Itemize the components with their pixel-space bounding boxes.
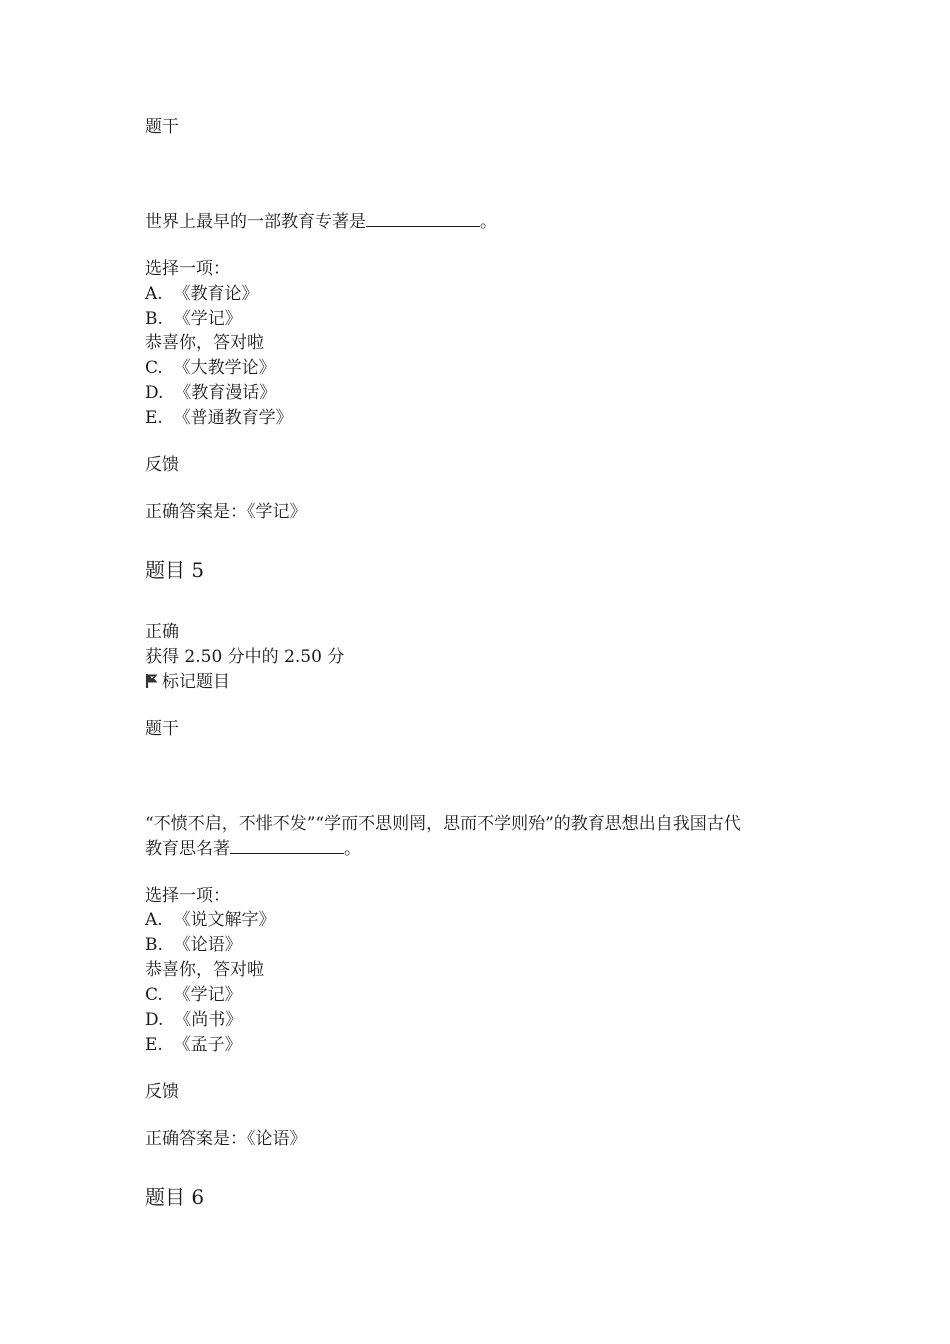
- option-b[interactable]: [145, 307, 242, 331]
- option-text: 《普通教育学》: [173, 408, 293, 428]
- option-text: 《教育论》: [173, 284, 259, 304]
- option-e[interactable]: [145, 406, 293, 430]
- correct-answer: 正确答案是：《论语》: [145, 1129, 307, 1149]
- stem-label: 题干: [145, 719, 179, 739]
- question-status: 正确: [145, 622, 179, 642]
- congrats-message: 恭喜你，答对啦: [145, 960, 264, 980]
- question-text: [145, 210, 497, 234]
- option-letter: A.: [145, 284, 163, 304]
- question-text-line-1: “不愤不启，不悱不发”“学而不思则罔，思而不学则殆”的教育思想出自我国古代: [145, 814, 741, 834]
- correct-answer: 正确答案是：《学记》: [145, 502, 307, 522]
- option-e[interactable]: [145, 1033, 242, 1057]
- congrats-message: 恭喜你，答对啦: [145, 333, 264, 353]
- question-title: 题目 5: [145, 558, 205, 582]
- option-a[interactable]: [145, 282, 259, 306]
- choose-one-label: 选择一项：: [145, 259, 230, 279]
- option-text: 《学记》: [173, 985, 242, 1005]
- question-score: 获得 2.50 分中的 2.50 分: [145, 647, 345, 667]
- option-text: 《说文解字》: [173, 910, 276, 930]
- option-d[interactable]: [145, 381, 276, 405]
- option-letter: B.: [145, 935, 163, 955]
- answer-blank: [366, 212, 480, 227]
- feedback-label: 反馈: [145, 1082, 179, 1102]
- option-letter: A.: [145, 910, 163, 930]
- option-text: 《学记》: [173, 309, 242, 329]
- option-text: 《论语》: [173, 935, 242, 955]
- option-letter: B.: [145, 309, 163, 329]
- option-letter: D.: [145, 383, 164, 403]
- stem-label: 题干: [145, 117, 179, 137]
- choose-one-label: 选择一项：: [145, 886, 230, 906]
- option-letter: E.: [145, 1035, 163, 1055]
- question-suffix: 。: [344, 839, 361, 859]
- question-suffix: 。: [480, 212, 497, 232]
- option-c[interactable]: [145, 356, 276, 380]
- option-text: 《尚书》: [174, 1010, 243, 1030]
- flag-question-link[interactable]: [145, 670, 230, 694]
- option-letter: C.: [145, 985, 163, 1005]
- option-c[interactable]: [145, 983, 242, 1007]
- option-d[interactable]: [145, 1008, 242, 1032]
- feedback-label: 反馈: [145, 455, 179, 475]
- question-prefix: 教育思名著: [145, 839, 230, 859]
- option-a[interactable]: [145, 908, 276, 932]
- flag-label: 标记题目: [162, 672, 230, 692]
- option-text: 《孟子》: [173, 1035, 242, 1055]
- option-letter: E.: [145, 408, 163, 428]
- option-text: 《教育漫话》: [174, 383, 277, 403]
- option-letter: D.: [145, 1010, 164, 1030]
- question-prefix: 世界上最早的一部教育专著是: [145, 212, 366, 232]
- option-letter: C.: [145, 358, 163, 378]
- option-text: 《大教学论》: [173, 358, 276, 378]
- question-title: 题目 6: [145, 1185, 205, 1209]
- answer-blank: [230, 839, 344, 854]
- option-b[interactable]: [145, 933, 242, 957]
- flag-icon: [145, 673, 159, 689]
- question-text-line-2: [145, 837, 361, 861]
